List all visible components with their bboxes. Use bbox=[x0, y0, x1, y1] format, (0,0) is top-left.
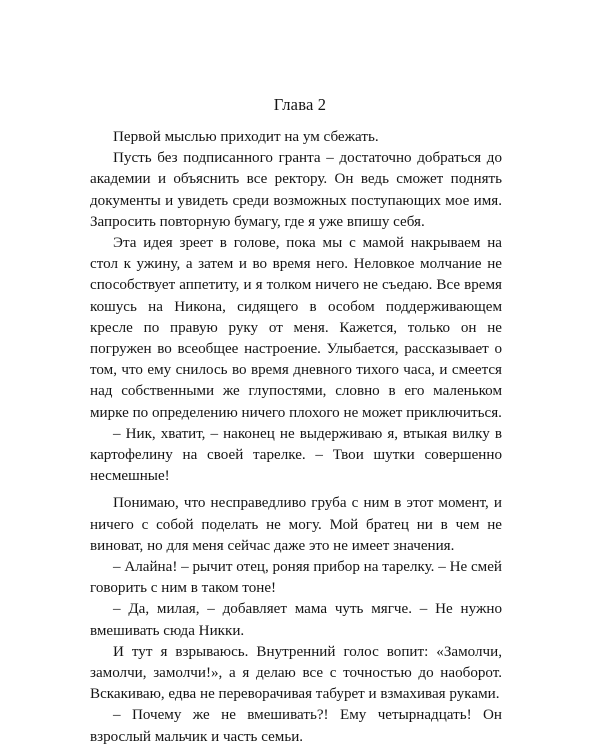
body-text bbox=[90, 127, 502, 748]
paragraph-6: – Алайна! – рычит отец, роняя прибор на тарелку. – Не смей говорить с ним в таком тоне! bbox=[90, 559, 502, 597]
paragraph-7: – Да, милая, – добавляет мама чуть мягче. – Не нужно вмешивать сюда Никки. bbox=[90, 601, 502, 639]
paragraph-5: Понимаю, что несправедливо груба с ним в этот момент, и ничего с собой поделать не могу. Мой братец ни в чем не виноват, но для меня сейчас даже это не имеет значения. bbox=[90, 495, 502, 554]
paragraph-2: Пусть без подписанного гранта – достаточно добраться до академии и объяснить все ректору. Он ведь сможет поднять документы и увидеть среди возможных поступающих мое имя. Запросить повторную бумагу, где я уже впишу себя. bbox=[90, 150, 502, 230]
paragraph-3: Эта идея зреет в голове, пока мы с мамой накрываем на стол к ужину, а затем и во время него. Неловкое молчание не способствует аппетиту, и я толком ничего не съедаю. Все время кошусь на Никона, сидящего в особом поддерживающем кресле по правую руку от меня. Кажется, только он не погружен во всеобщее настроение. Улыбается, рассказывает о том, что ему снилось во время дневного тихого часа, и смеется над собственными же глупостями, словно в его маленьком мирке по определению ничего плохого не может приключиться. bbox=[90, 235, 502, 421]
paragraph-8: И тут я взрываюсь. Внутренний голос вопит: «Замолчи, замолчи, замолчи!», а я делаю все с точностью до наоборот. Вскакиваю, едва не переворачивая табурет и взмахивая руками. bbox=[90, 643, 502, 703]
paragraph-1: Первой мыслью приходит на ум сбежать. bbox=[113, 129, 379, 145]
paragraph-9: – Почему же не вмешивать?! Ему четырнадцать! Он взрослый мальчик и часть семьи. bbox=[90, 707, 502, 745]
paragraph-4: – Ник, хватит, – наконец не выдерживаю я, втыкая вилку в картофелину на своей тарелке. – Твои шутки совершенно несмешные! bbox=[90, 425, 502, 485]
chapter-title: Глава 2 bbox=[273, 95, 327, 114]
